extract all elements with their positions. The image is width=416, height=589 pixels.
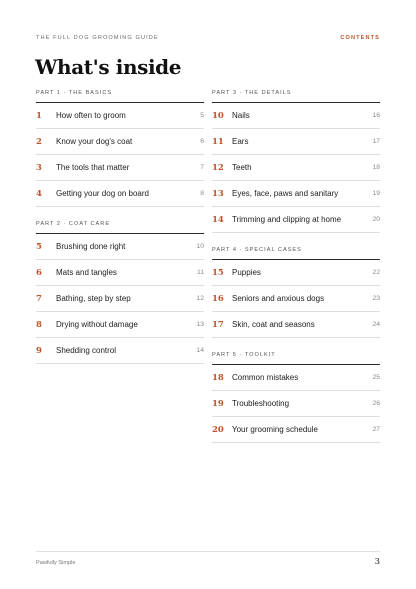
chapter-number: 15 [212,268,224,278]
chapter-page: 18 [372,164,380,171]
part-label: PART 3 · THE DETAILS [212,90,292,96]
chapter-page: 24 [372,321,380,328]
chapter-title: Teeth [232,163,252,172]
toc-entry[interactable] [212,129,380,155]
toc-part [36,219,204,364]
chapter-title: Trimming and clipping at home [232,215,342,224]
chapter-number: 9 [36,346,42,356]
chapter-number: 5 [36,242,42,252]
chapter-number: 12 [212,163,224,173]
chapter-page: 5 [200,112,204,119]
part-label: PART 2 · COAT CARE [36,221,111,227]
toc-entry[interactable] [212,312,380,338]
toc-part [212,245,380,338]
chapter-page: 27 [372,426,380,433]
chapter-page: 12 [196,295,204,302]
toc-entry[interactable] [36,103,204,129]
toc-entry[interactable] [212,365,380,391]
chapter-number: 19 [212,399,224,409]
chapter-page: 26 [372,400,380,407]
chapter-title: Bathing, step by step [56,294,131,303]
toc-part [36,88,204,207]
chapter-number: 11 [212,137,224,147]
toc-entry[interactable] [36,234,204,260]
chapter-number: 17 [212,320,224,330]
chapter-title: Know your dog's coat [56,137,133,146]
part-label: PART 1 · THE BASICS [36,90,113,96]
chapter-page: 11 [196,269,204,276]
contents-label: CONTENTS [340,35,380,41]
chapter-title: Nails [232,111,250,120]
chapter-number: 10 [212,111,224,121]
chapter-page: 7 [200,164,204,171]
chapter-number: 13 [212,189,224,199]
toc-entry[interactable] [212,207,380,233]
chapter-number: 18 [212,373,224,383]
chapter-page: 6 [200,138,204,145]
toc-entry[interactable] [36,181,204,207]
toc-entry[interactable] [212,286,380,312]
guide-title: THE FULL DOG GROOMING GUIDE [36,35,159,41]
toc-entry[interactable] [212,155,380,181]
toc-column-right [212,86,380,443]
chapter-page: 19 [372,190,380,197]
chapter-title: Puppies [232,268,261,277]
chapter-number: 1 [36,111,42,121]
part-label: PART 5 · TOOLKIT [212,352,276,358]
toc-entry[interactable] [212,181,380,207]
chapter-page: 16 [372,112,380,119]
running-header [36,35,380,45]
chapter-title: Mats and tangles [56,268,117,277]
chapter-number: 4 [36,189,42,199]
toc-entry[interactable] [36,312,204,338]
chapter-title: Skin, coat and seasons [232,320,315,329]
footer-brand: Pawfully Simple [36,560,76,566]
toc-entry[interactable] [36,260,204,286]
part-label: PART 4 · SPECIAL CASES [212,247,302,253]
chapter-page: 23 [372,295,380,302]
chapter-title: Your grooming schedule [232,425,318,434]
chapter-page: 20 [372,216,380,223]
chapter-title: Troubleshooting [232,399,290,408]
chapter-number: 2 [36,137,42,147]
toc-part [212,88,380,233]
toc-entry[interactable] [212,103,380,129]
chapter-title: Brushing done right [56,242,126,251]
toc-entry[interactable] [36,155,204,181]
chapter-page: 25 [372,374,380,381]
toc-entry[interactable] [36,286,204,312]
chapter-number: 14 [212,215,224,225]
chapter-title: Ears [232,137,249,146]
chapter-title: Eyes, face, paws and sanitary [232,189,339,198]
toc-entry[interactable] [36,129,204,155]
page-number: 3 [374,557,380,567]
chapter-title: Getting your dog on board [56,189,149,198]
toc-entry[interactable] [36,338,204,364]
chapter-number: 6 [36,268,42,278]
chapter-page: 10 [196,243,204,250]
chapter-page: 22 [372,269,380,276]
chapter-number: 3 [36,163,42,173]
chapter-page: 14 [196,347,204,354]
chapter-page: 17 [372,138,380,145]
chapter-number: 20 [212,425,224,435]
chapter-number: 7 [36,294,42,304]
chapter-title: Common mistakes [232,373,299,382]
toc-entry[interactable] [212,391,380,417]
toc-part [212,350,380,443]
toc-column-left [36,86,204,364]
page-title: What's inside [35,55,182,79]
chapter-page: 8 [200,190,204,197]
chapter-title: The tools that matter [56,163,130,172]
chapter-number: 8 [36,320,42,330]
toc-entry[interactable] [212,260,380,286]
footer-divider [36,551,380,552]
chapter-page: 13 [196,321,204,328]
chapter-title: Seniors and anxious dogs [232,294,325,303]
chapter-title: How often to groom [56,111,126,120]
chapter-title: Drying without damage [56,320,138,329]
chapter-title: Shedding control [56,346,117,355]
chapter-number: 16 [212,294,224,304]
toc-entry[interactable] [212,417,380,443]
